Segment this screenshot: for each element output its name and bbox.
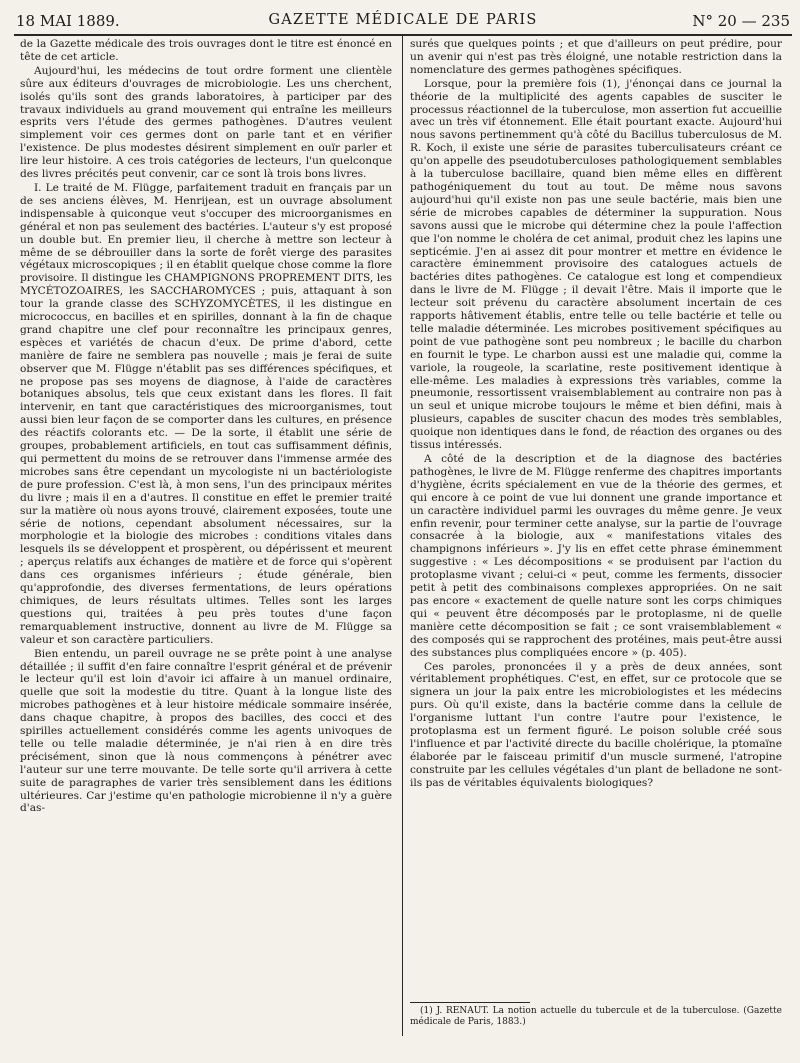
paragraph: I. Le traité de M. Flügge, parfaitement traduit en français par un de ses anciens élèves, M. Henrijean, est un ouvrage absolument indispensable à quiconque veut s'occuper des microorganismes en général et non pas seulement des bactéries. L'auteur s'y est proposé un double but. En premier lieu, il cherche à mettre son lecteur à même de se débrouiller dans la sorte de forêt vierge des parasites végétaux microscopiques ; il en établit quelque chose comme la flore provisoire. Il distingue les CHAMPIGNONS PROPREMENT DITS, les MYCÉTOZOAIRES, les SACCHAROMYCES ; puis, attaquant à son tour la grande classe des SCHYZOMYCÈTES, il les distingue en micrococcus, en bacilles et en spirilles, donnant à la fin de chaque grand chapitre une clef pour reconnaître les principaux genres, espèces et variétés de chacun d'eux. De prime d'abord, cette manière de faire ne semblera pas nouvelle ; mais je ferai de suite observer que M. Flügge n'établit pas ses différences spécifiques, et ne propose pas ses moyens de diagnose, à l'aide de caractères botaniques absolus, tels que ceux existant dans les flores. Il fait intervenir, en tant que caractéristiques des microorganismes, tout aussi bien leur façon de se comporter dans les cultures, en présence des réactifs colorants etc. — De la sorte, il établit une série de groupes, probablement artificiels, en tout cas suffisamment définis, qui permettent du moins de se retrouver dans l'immense armée des microbes sans être cependant un mycologiste ni un bactériologiste de pure profession. C'est là, à mon sens, l'un des principaux mérites du livre ; mais il en a d'autres. Il constitue en effet le premier traité sur la matière où nous ayons trouvé, clairement exposées, toute une série de notions, cependant absolument nécessaires, sur la morphologie et la biologie des microbes : conditions vitales dans lesquels ils se développent et prospèrent, ou dépérissent et meurent ; aperçus relatifs aux échanges de matière et de force qui s'opèrent dans ces organismes inférieurs ; étude générale, bien qu'approfondie, des diverses fermentations, de leurs opérations chimiques, de leurs résultats ultimes. Telles sont les larges questions qui, traitées à peu près toutes d'une façon remarquablement instructive, donnent au livre de M. Flügge sa valeur et son caractère particuliers. [20, 181, 392, 646]
paragraph: Lorsque, pour la première fois (1), j'énonçai dans ce journal la théorie de la multiplicité des agents capables de susciter le processus réactionnel de la tuberculose, mon assertion fut accueillie avec un très vif étonnement. Elle était pourtant exacte. Aujourd'hui nous savons pertinemment qu'à côté du Bacillus tuberculosus de M. R. Koch, il existe une série de parasites tuberculisateurs créant ce qu'on appelle des pseudotuberculoses pathologiquement semblables à la tuberculose bacillaire, quand bien même elles en diffèrent pathogéniquement du tout au tout. De même nous savons aujourd'hui qu'il existe non pas une seule bactérie, mais bien une série de microbes capables de déterminer la suppuration. Nous savons aussi que le microbe qui détermine chez la poule l'affection que l'on nomme le choléra de cet animal, produit chez les lapins une septicémie. J'en ai assez dit pour montrer et mettre en évidence le caractère éminemment provisoire des catalogues actuels de bactéries dites pathogènes. Ce catalogue est long et compendieux dans le livre de M. Flügge ; il devait l'être. Mais il importe que le lecteur soit prévenu du caractère absolument incertain de ces rapports hâtivement établis, entre telle ou telle bactérie et telle ou telle maladie déterminée. Les microbes positivement spécifiques au point de vue pathogène sont peu nombreux ; le bacille du charbon en fournit le type. Le charbon aussi est une maladie qui, comme la variole, la rougeole, la scarlatine, reste positivement identique à elle-même. Les maladies à expressions très variables, comme la pneumonie, ressortissent vraisemblablement au contraire non pas à un seul et unique microbe toujours le même et bien défini, mais à plusieurs, capables de susciter chacun des modes très semblables, quoique non identiques dans le fond, de réaction des organes ou des tissus intéressés. [410, 77, 782, 452]
left-column [20, 38, 392, 1033]
paragraph: Ces paroles, prononcées il y a près de deux années, sont véritablement prophétiques. C'est, en effet, sur ce protocole que se signera un jour la paix entre les microbiologistes et les médecins purs. Où qu'il existe, dans la bactérie comme dans la cellule de l'organisme luttant l'un contre l'autre pour l'existence, le protoplasma est un ferment figuré. Le poison soluble créé sous l'influence et par l'activité directe du bacille cholérique, la ptomaïne élaborée par le faisceau primitif d'un muscle surmené, l'atropine construite par les cellules végétales d'un plant de belladone ne sont-ils pas de véritables équivalents biologiques? [410, 660, 782, 789]
paragraph: de la Gazette médicale des trois ouvrages dont le titre est énoncé en tête de cet article. [20, 38, 392, 63]
paragraph: surés que quelques points ; et que d'ailleurs on peut prédire, pour un avenir qui n'est pas très éloigné, une notable restriction dans la nomenclature des germes pathogènes spécifiques. [410, 38, 782, 76]
right-column [410, 38, 782, 1033]
issue-date: 18 MAI 1889. [16, 12, 120, 30]
issue-page-number: N° 20 — 235 [692, 12, 790, 30]
journal-title: GAZETTE MÉDICALE DE PARIS [268, 12, 538, 28]
paragraph: Bien entendu, un pareil ouvrage ne se prête point à une analyse détaillée ; il suffit d'en faire connaître l'esprit général et de prévenir le lecteur qu'il est loin d'avoir ici affaire à un manuel ordinaire, quelle que soit la modestie du titre. Quant à la longue liste des microbes pathogènes et à leur histoire médicale sommaire insérée, dans chaque chapitre, à propos des bacilles, des cocci et des spirilles actuellement considérés comme les agents univoques de telle ou telle maladie déterminée, je n'ai rien à en dire très précisément, sinon que là nous commençons à pénétrer avec l'auteur sur une terre mouvante. De telle sorte qu'il arrivera à cette suite de paragraphes de varier très sensiblement dans les éditions ultérieures. Car j'estime qu'en pathologie microbienne il n'y a guère d'as- [20, 647, 392, 815]
footnote-text: (1) J. RENAUT. La notion actuelle du tubercule et de la tuberculose. (Gazette médicale de Paris, 1883.) [410, 1006, 782, 1027]
header-rule [14, 34, 792, 36]
column-divider [402, 36, 403, 1036]
paragraph: Aujourd'hui, les médecins de tout ordre forment une clientèle sûre aux éditeurs d'ouvrages de microbiologie. Les uns cherchent, isolés qu'ils sont des grands laboratoires, à participer par des travaux individuels au grand mouvement qui entraîne les meilleurs esprits vers l'étude des germes pathogènes. D'autres veulent simplement voir ces germes dont on parle tant et en vérifier l'existence. De plus modestes désirent simplement en ouïr parler et lire leur histoire. A ces trois catégories de lecteurs, l'un quelconque des livres précités peut convenir, car ce sont là trois bons livres. [20, 64, 392, 181]
footnote-rule [410, 1002, 530, 1003]
page-header [16, 10, 790, 32]
paragraph: A côté de la description et de la diagnose des bactéries pathogènes, le livre de M. Flügge renferme des chapitres importants d'hygiène, écrits spécialement en vue de la théorie des germes, et qui encore à ce point de vue lui donnent une grande importance et un caractère individuel parmi les ouvrages du même genre. Je veux enfin revenir, pour terminer cette analyse, sur la partie de l'ouvrage consacrée à la biologie, aux « manifestations vitales des champignons inférieurs ». J'y lis en effet cette phrase éminemment suggestive : « Les décompositions « se produisent par l'action du protoplasme vivant ; celui-ci « peut, comme les ferments, dissocier petit à petit des combinaisons complexes appropriées. On ne sait pas encore « exactement de quelle nature sont les corps chimiques qui « peuvent être décomposés par le protoplasme, ni de quelle manière cette décomposition se fait ; ce sont vraisemblablement « des composés qui se rapprochent des protéines, mais peut-être aussi des substances plus compliquées encore » (p. 405). [410, 453, 782, 659]
footnote [410, 1006, 782, 1028]
